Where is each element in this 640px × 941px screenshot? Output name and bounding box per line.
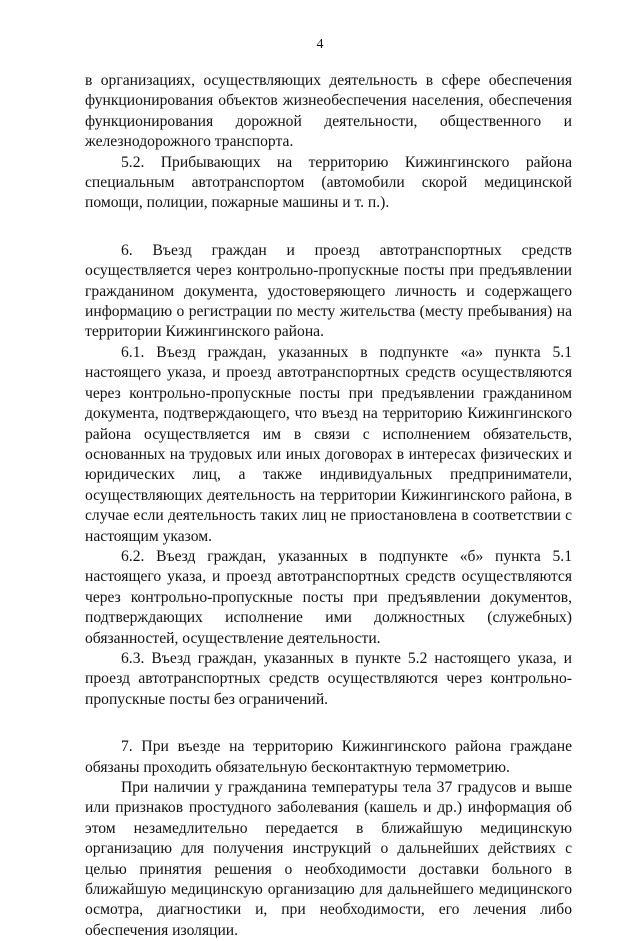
- paragraph-continuation: в организациях, осуществляющих деятельность в сфере обеспечения функционирования объектов жизнеобеспечения населения, обеспечения функционирования дорожной деятельности, общественного и железнодорожного транспорта.: [85, 72, 572, 151]
- paragraph-7-temperature: При наличии у гражданина температуры тела 37 градусов и выше или признаков простудного заболевания (кашель и др.) информация об этом незамедлительно передается в ближайшую медицинскую организацию для получения инструкций о дальнейших действиях с целью принятия решения о необходимости доставки больного в ближайшую медицинскую организацию для дальнейшего медицинского осмотра, диагностики и, при необходимости, его лечения либо обеспечения изоляции.: [85, 779, 572, 939]
- paragraph-6-1: 6.1. Въезд граждан, указанных в подпункте «а» пункта 5.1 настоящего указа, и проезд автотранспортных средств осуществляются через контрольно-пропускные посты при предъявлении гражданином документа, подтверждающего, что въезд на территорию Кижингинского района осуществляется им в связи с исполнением обязательств, основанных на трудовых или иных договорах в интересах физических и юридических лиц, а также индивидуальных предприниматели, осуществляющих деятельность на территории Кижингинского района, в случае если деятельность таких лиц не приостановлена в соответствии с настоящим указом.: [85, 343, 572, 545]
- paragraph-6-2: 6.2. Въезд граждан, указанных в подпункте «б» пункта 5.1 настоящего указа, и проезд автотранспортных средств осуществляются через контрольно-пропускные посты при предъявлении документов, подтверждающих исполнение ими должностных (служебных) обязанностей, осуществление деятельности.: [85, 547, 572, 647]
- paragraph-6-3: 6.3. Въезд граждан, указанных в пункте 5.2 настоящего указа, и проезд автотранспортных средств осуществляются через контрольно-пропускные посты без ограничений.: [85, 649, 572, 708]
- paragraph-5-2: 5.2. Прибывающих на территорию Кижингинского района специальным автотранспортом (автомобили скорой медицинской помощи, полиции, пожарные машины и т. п.).: [85, 153, 572, 212]
- document-body: [85, 71, 572, 941]
- paragraph-7: 7. При въезде на территорию Кижингинского района граждане обязаны проходить обязательную бесконтактную термометрию.: [85, 738, 572, 776]
- page-number: 4: [316, 37, 324, 52]
- paragraph-6: 6. Въезд граждан и проезд автотранспортных средств осуществляется через контрольно-пропускные посты при предъявлении гражданином документа, удостоверяющего личность и содержащего информацию о регистрации по месту жительства (месту пребывания) на территории Кижингинского района.: [85, 241, 572, 341]
